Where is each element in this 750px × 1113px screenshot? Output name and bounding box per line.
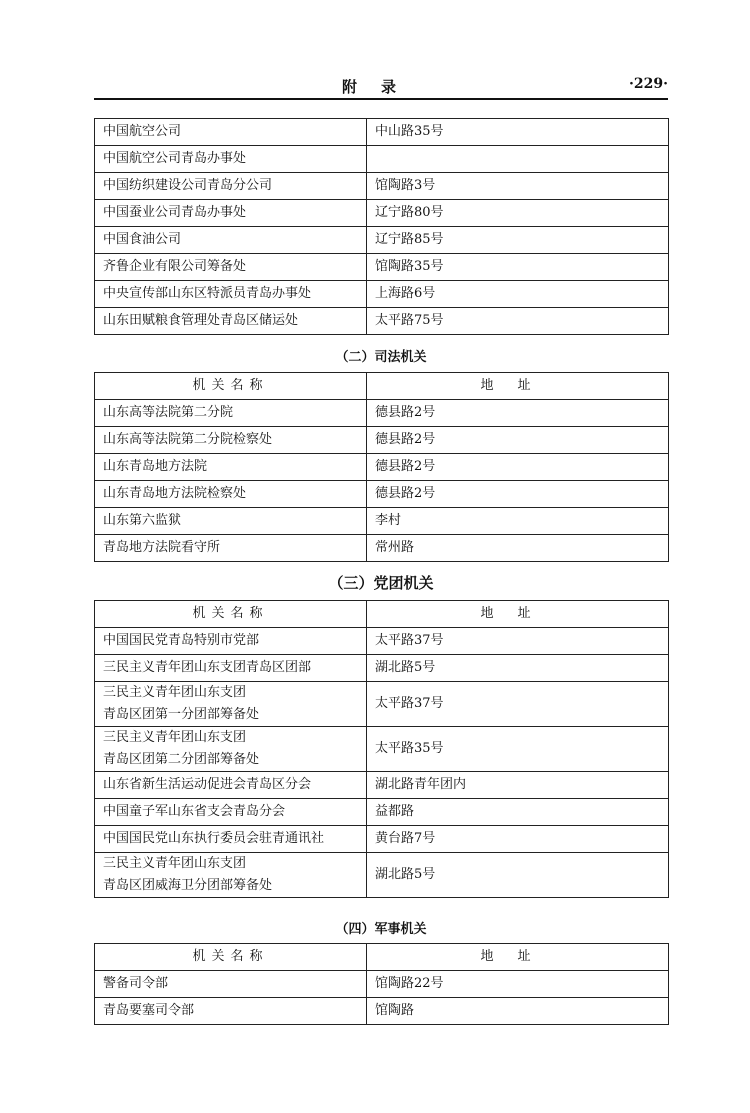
table-row: [95, 200, 669, 227]
address-cell: 馆陶路: [367, 998, 669, 1025]
table-header-row: [95, 601, 669, 628]
table-row: [95, 254, 669, 281]
table-row: [95, 508, 669, 535]
address-cell: 德县路2号: [367, 400, 669, 427]
table-judicial: [94, 372, 669, 562]
table-header-row: [95, 944, 669, 971]
address-cell: [367, 146, 669, 173]
table-row: [95, 227, 669, 254]
org-name-cell: 中国食油公司: [95, 227, 367, 254]
table-row: [95, 853, 669, 898]
table-row: [95, 655, 669, 682]
address-cell: 德县路2号: [367, 481, 669, 508]
org-name-cell: 中国童子军山东省支会青岛分会: [95, 799, 367, 826]
table-row: [95, 998, 669, 1025]
table-row: [95, 799, 669, 826]
address-cell: 湖北路5号: [367, 655, 669, 682]
org-name-cell: 青岛地方法院看守所: [95, 535, 367, 562]
table-row: [95, 308, 669, 335]
org-name-cell: 中国纺织建设公司青岛分公司: [95, 173, 367, 200]
org-name-cell: 山东田赋粮食管理处青岛区储运处: [95, 308, 367, 335]
address-cell: 益都路: [367, 799, 669, 826]
table-row: [95, 971, 669, 998]
table-party: [94, 600, 669, 898]
address-cell: 李村: [367, 508, 669, 535]
org-name-cell: 山东高等法院第二分院: [95, 400, 367, 427]
org-name-cell: 三民主义青年团山东支团 青岛区团威海卫分团部筹备处: [95, 853, 367, 898]
table-row: [95, 427, 669, 454]
col-header-name: 机关名称: [95, 601, 367, 628]
address-cell: 太平路75号: [367, 308, 669, 335]
table-row: [95, 173, 669, 200]
org-name-cell: 中国国民党山东执行委员会驻青通讯社: [95, 826, 367, 853]
address-cell: 黄台路7号: [367, 826, 669, 853]
section-heading-military: （四）军事机关: [335, 922, 427, 937]
table-row: [95, 772, 669, 799]
table-row: [95, 481, 669, 508]
col-header-address: 地址: [367, 373, 669, 400]
table-row: [95, 628, 669, 655]
org-name-cell: 山东青岛地方法院检察处: [95, 481, 367, 508]
page-header: [94, 72, 668, 100]
address-cell: 德县路2号: [367, 454, 669, 481]
col-header-address: 地址: [367, 601, 669, 628]
address-cell: 辽宁路85号: [367, 227, 669, 254]
col-header-name: 机关名称: [95, 944, 367, 971]
table-row: [95, 682, 669, 727]
table-row: [95, 146, 669, 173]
section-heading-party: （三）党团机关: [328, 574, 434, 592]
address-cell: 馆陶路3号: [367, 173, 669, 200]
table-header-row: [95, 373, 669, 400]
col-header-name: 机关名称: [95, 373, 367, 400]
org-name-cell: 山东省新生活运动促进会青岛区分会: [95, 772, 367, 799]
address-cell: 太平路37号: [367, 628, 669, 655]
table-row: [95, 454, 669, 481]
org-name-cell: 中国航空公司: [95, 119, 367, 146]
org-name-cell: 青岛要塞司令部: [95, 998, 367, 1025]
table-military: [94, 943, 669, 1025]
section-heading-judicial: （二）司法机关: [335, 350, 427, 365]
table-row: [95, 400, 669, 427]
org-name-cell: 中国国民党青岛特别市党部: [95, 628, 367, 655]
address-cell: 太平路37号: [367, 682, 669, 727]
address-cell: 德县路2号: [367, 427, 669, 454]
address-cell: 湖北路5号: [367, 853, 669, 898]
address-cell: 上海路6号: [367, 281, 669, 308]
address-cell: 湖北路青年团内: [367, 772, 669, 799]
section-title: 附录: [341, 78, 420, 96]
org-name-cell: 山东青岛地方法院: [95, 454, 367, 481]
org-name-cell: 三民主义青年团山东支团 青岛区团第二分团部筹备处: [95, 727, 367, 772]
table-continued: [94, 118, 669, 335]
org-name-cell: 警备司令部: [95, 971, 367, 998]
address-cell: 太平路35号: [367, 727, 669, 772]
table-row: [95, 826, 669, 853]
address-cell: 常州路: [367, 535, 669, 562]
table-row: [95, 727, 669, 772]
address-cell: 馆陶路35号: [367, 254, 669, 281]
org-name-cell: 山东第六监狱: [95, 508, 367, 535]
org-name-cell: 中央宣传部山东区特派员青岛办事处: [95, 281, 367, 308]
address-cell: 辽宁路80号: [367, 200, 669, 227]
table-row: [95, 535, 669, 562]
col-header-address: 地址: [367, 944, 669, 971]
table-row: [95, 119, 669, 146]
org-name-cell: 山东高等法院第二分院检察处: [95, 427, 367, 454]
org-name-cell: 齐鲁企业有限公司筹备处: [95, 254, 367, 281]
org-name-cell: 中国蚕业公司青岛办事处: [95, 200, 367, 227]
table-row: [95, 281, 669, 308]
address-cell: 馆陶路22号: [367, 971, 669, 998]
org-name-cell: 中国航空公司青岛办事处: [95, 146, 367, 173]
org-name-cell: 三民主义青年团山东支团 青岛区团第一分团部筹备处: [95, 682, 367, 727]
address-cell: 中山路35号: [367, 119, 669, 146]
page-number: ·229·: [629, 76, 668, 92]
org-name-cell: 三民主义青年团山东支团青岛区团部: [95, 655, 367, 682]
